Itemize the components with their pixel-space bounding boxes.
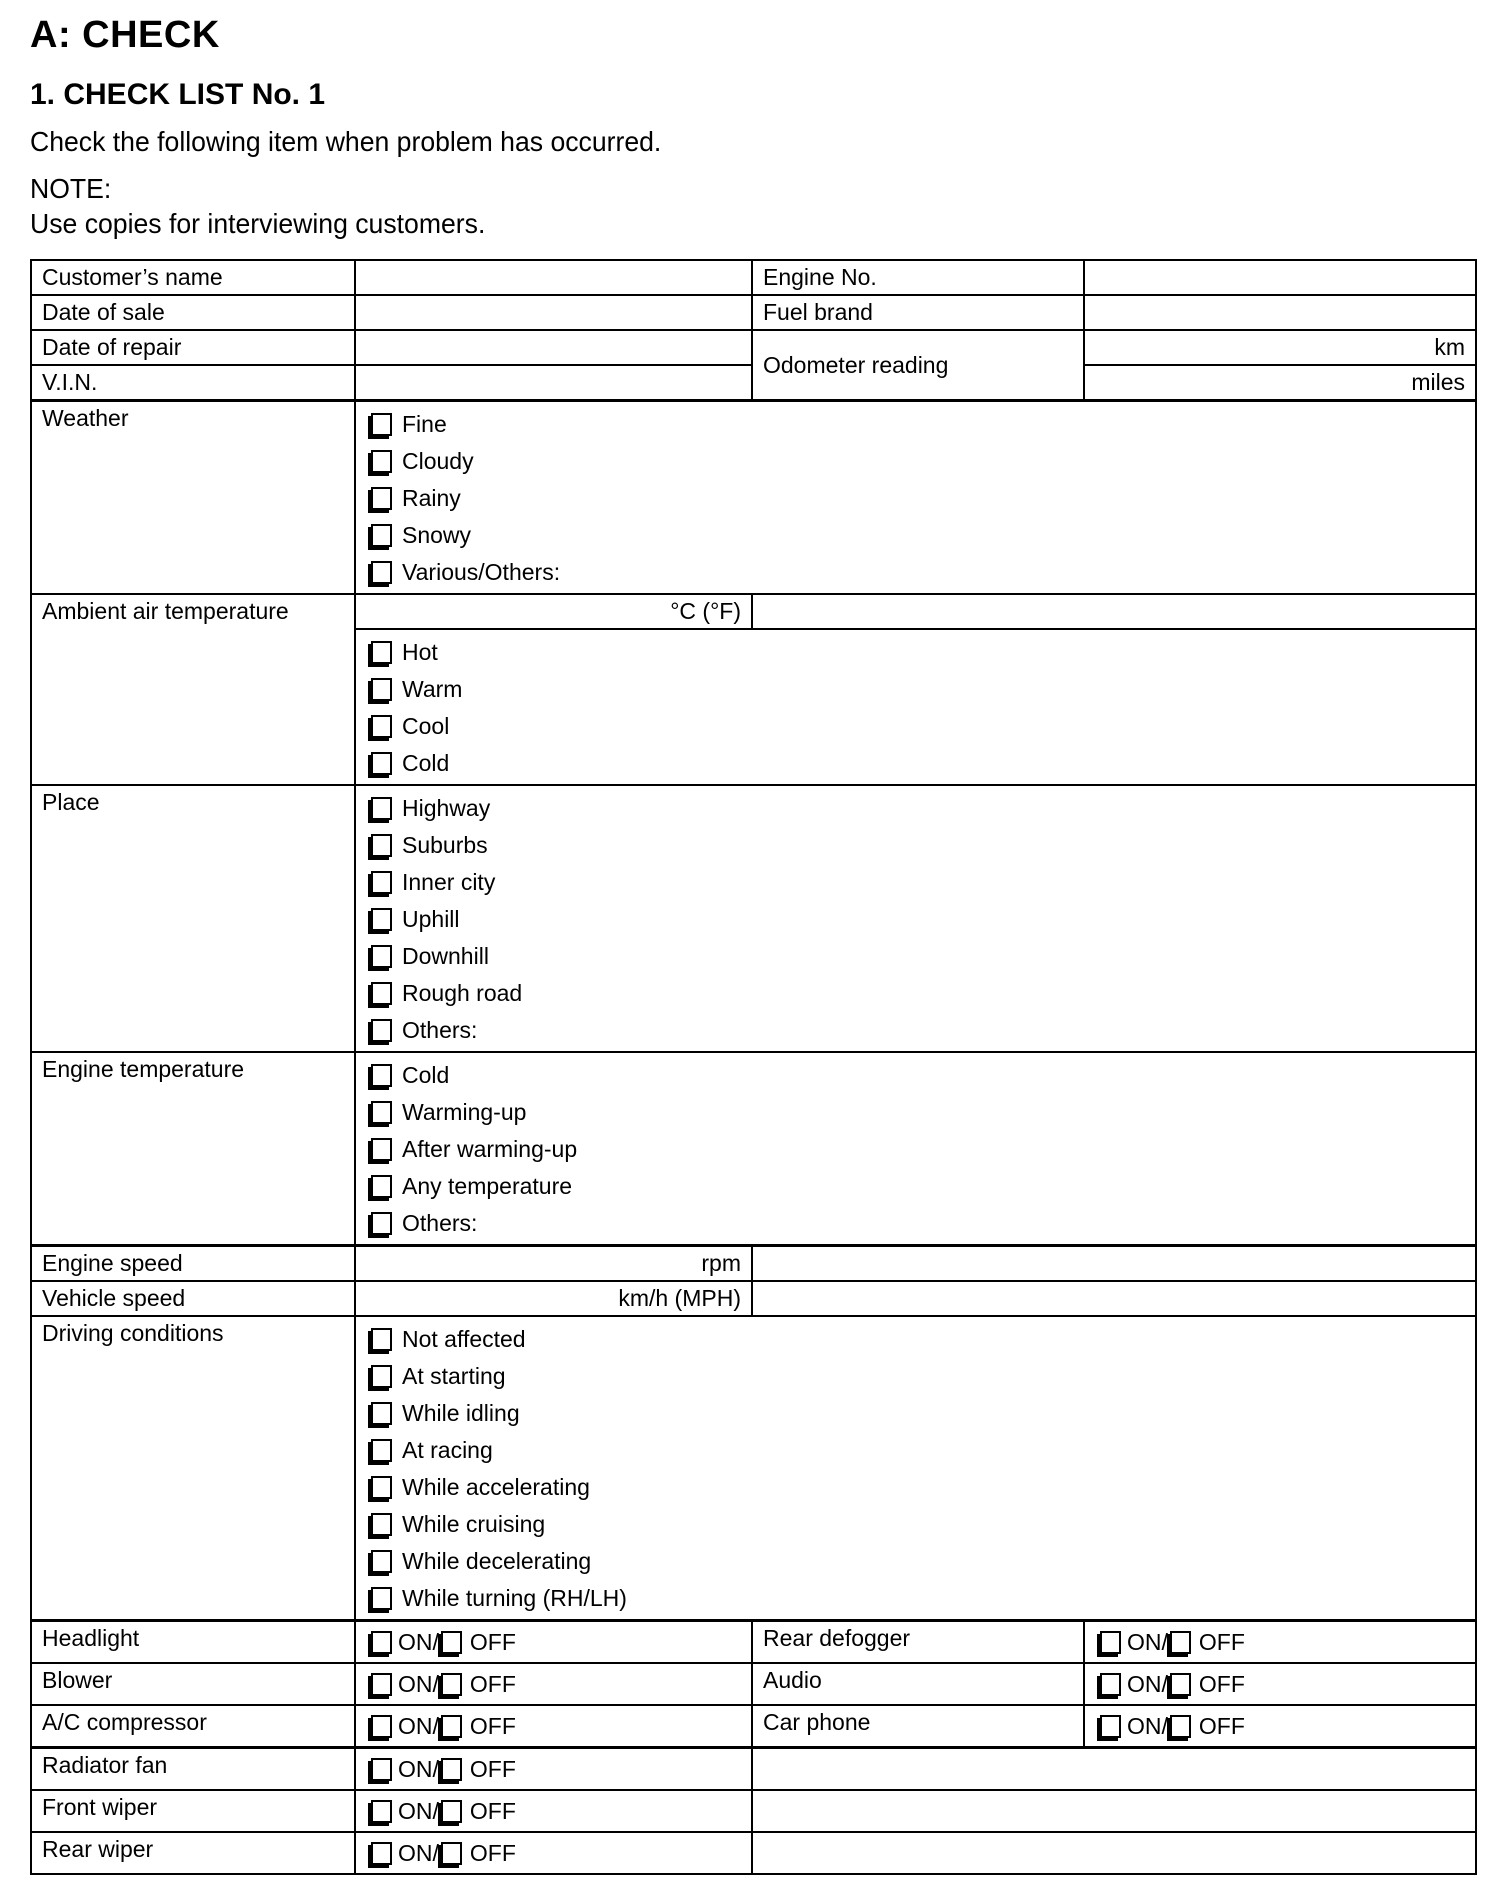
off-label: OFF (469, 1797, 516, 1824)
option-label: Warming-up (402, 1099, 527, 1125)
label-odometer: Odometer reading (752, 330, 1084, 401)
off-checkbox-icon[interactable] (1170, 1631, 1191, 1654)
place-option[interactable] (366, 864, 1465, 901)
option-label: Others: (402, 1210, 478, 1236)
label-weather: Weather (31, 401, 355, 595)
checkbox-icon[interactable] (371, 1064, 392, 1087)
option-label: Snowy (402, 522, 472, 548)
checkbox-icon[interactable] (371, 524, 392, 547)
engine-temp-checkbox-list (366, 1053, 1465, 1244)
checkbox-icon[interactable] (371, 1019, 392, 1042)
label-radiator-fan: Radiator fan (31, 1748, 355, 1791)
label-customer-name: Customer’s name (31, 260, 355, 295)
off-checkbox-icon[interactable] (441, 1715, 462, 1738)
on-label: ON/ (398, 1797, 439, 1824)
checkbox-icon[interactable] (371, 1175, 392, 1198)
engine-speed-field[interactable]: rpm (355, 1246, 752, 1282)
off-label: OFF (469, 1755, 516, 1782)
engine-temp-option[interactable] (366, 1168, 1465, 1205)
option-label: Rough road (402, 980, 523, 1006)
radiator-fan-on-off (355, 1748, 752, 1791)
weather-option[interactable] (366, 480, 1465, 517)
off-checkbox-icon[interactable] (441, 1673, 462, 1696)
checkbox-icon[interactable] (371, 982, 392, 1005)
option-label: While idling (402, 1400, 520, 1426)
vehicle-speed-extra[interactable] (752, 1281, 1476, 1316)
check-list-form (30, 259, 1477, 1875)
place-checkbox-list (366, 786, 1465, 1051)
checkbox-icon[interactable] (371, 413, 392, 436)
headlight-on-off (355, 1621, 752, 1664)
ambient-option[interactable] (366, 634, 1465, 671)
section-heading: A: CHECK (30, 14, 220, 56)
place-option[interactable] (366, 827, 1465, 864)
vehicle-speed-field[interactable]: km/h (MPH) (355, 1281, 752, 1316)
on-checkbox-icon[interactable] (371, 1800, 392, 1823)
weather-option[interactable] (366, 406, 1465, 443)
odometer-miles-field[interactable]: miles (1084, 365, 1476, 401)
engine-temp-option[interactable] (366, 1131, 1465, 1168)
note-text: Use copies for interviewing customers. (30, 208, 486, 239)
option-label: Downhill (402, 943, 489, 969)
weather-option[interactable] (366, 443, 1465, 480)
checkbox-icon[interactable] (371, 450, 392, 473)
on-checkbox-icon[interactable] (371, 1715, 392, 1738)
label-vehicle-speed: Vehicle speed (31, 1281, 355, 1316)
date-of-sale-field[interactable] (355, 295, 752, 330)
driving-options (355, 1316, 1476, 1621)
option-label: While decelerating (402, 1548, 592, 1574)
checkbox-icon[interactable] (371, 487, 392, 510)
weather-checkbox-list (366, 402, 1465, 593)
checkbox-icon[interactable] (371, 752, 392, 775)
option-label: Uphill (402, 906, 460, 932)
engine-temp-option[interactable] (366, 1205, 1465, 1242)
option-label: Various/Others: (402, 559, 561, 585)
driving-option[interactable] (366, 1358, 1465, 1395)
ambient-options (355, 629, 1476, 785)
ambient-option[interactable] (366, 708, 1465, 745)
on-label: ON/ (1127, 1670, 1168, 1697)
label-place: Place (31, 785, 355, 1052)
on-label: ON/ (398, 1755, 439, 1782)
on-checkbox-icon[interactable] (371, 1673, 392, 1696)
on-label: ON/ (1127, 1628, 1168, 1655)
place-option[interactable] (366, 938, 1465, 975)
option-label: At starting (402, 1363, 506, 1389)
off-checkbox-icon[interactable] (1170, 1715, 1191, 1738)
checkbox-icon[interactable] (371, 797, 392, 820)
engine-temp-options (355, 1052, 1476, 1246)
checkbox-icon[interactable] (371, 1402, 392, 1425)
checkbox-icon[interactable] (371, 945, 392, 968)
place-option[interactable] (366, 901, 1465, 938)
option-label: Cloudy (402, 448, 474, 474)
place-options (355, 785, 1476, 1052)
fuel-brand-field[interactable] (1084, 295, 1476, 330)
rear-wiper-extra (752, 1832, 1476, 1874)
on-checkbox-icon[interactable] (1100, 1673, 1121, 1696)
on-checkbox-icon[interactable] (1100, 1715, 1121, 1738)
checkbox-icon[interactable] (371, 561, 392, 584)
ambient-temp-extra[interactable] (752, 594, 1476, 629)
ambient-checkbox-list (366, 630, 1465, 784)
audio-on-off (1084, 1663, 1476, 1705)
note-label: NOTE: (30, 173, 112, 204)
label-engine-temp: Engine temperature (31, 1052, 355, 1246)
engine-speed-extra[interactable] (752, 1246, 1476, 1282)
weather-options (355, 401, 1476, 595)
label-date-of-sale: Date of sale (31, 295, 355, 330)
option-label: At racing (402, 1437, 493, 1463)
option-label: While accelerating (402, 1474, 590, 1500)
checkbox-icon[interactable] (371, 1513, 392, 1536)
option-label: Hot (402, 639, 438, 665)
ac-compressor-on-off (355, 1705, 752, 1748)
on-checkbox-icon[interactable] (1100, 1631, 1121, 1654)
option-label: Warm (402, 676, 463, 702)
car-phone-on-off (1084, 1705, 1476, 1748)
off-label: OFF (1198, 1628, 1245, 1655)
label-ac-compressor: A/C compressor (31, 1705, 355, 1748)
checkbox-icon[interactable] (371, 1212, 392, 1235)
off-label: OFF (469, 1712, 516, 1739)
front-wiper-extra (752, 1790, 1476, 1832)
driving-option[interactable] (366, 1395, 1465, 1432)
off-label: OFF (1198, 1712, 1245, 1739)
off-label: OFF (1198, 1670, 1245, 1697)
option-label: Rainy (402, 485, 461, 511)
driving-option[interactable] (366, 1469, 1465, 1506)
option-label: While cruising (402, 1511, 546, 1537)
ambient-option[interactable] (366, 745, 1465, 782)
driving-option[interactable] (366, 1580, 1465, 1617)
option-label: Cool (402, 713, 450, 739)
label-rear-defogger: Rear defogger (752, 1621, 1084, 1664)
label-front-wiper: Front wiper (31, 1790, 355, 1832)
checkbox-icon[interactable] (371, 1138, 392, 1161)
front-wiper-on-off (355, 1790, 752, 1832)
checkbox-icon[interactable] (371, 1550, 392, 1573)
option-label: Cold (402, 1062, 450, 1088)
engine-temp-option[interactable] (366, 1057, 1465, 1094)
option-label: Others: (402, 1017, 478, 1043)
checkbox-icon[interactable] (371, 641, 392, 664)
driving-option[interactable] (366, 1321, 1465, 1358)
vin-field[interactable] (355, 365, 752, 401)
intro-text: Check the following item when problem has occurred. (30, 126, 662, 157)
checkbox-icon[interactable] (371, 1101, 392, 1124)
label-driving-conditions: Driving conditions (31, 1316, 355, 1621)
label-headlight: Headlight (31, 1621, 355, 1664)
option-label: Cold (402, 750, 450, 776)
on-label: ON/ (398, 1839, 439, 1866)
option-label: Not affected (402, 1326, 526, 1352)
driving-checkbox-list (366, 1317, 1465, 1619)
checkbox-icon[interactable] (371, 908, 392, 931)
blower-on-off (355, 1663, 752, 1705)
label-vin: V.I.N. (31, 365, 355, 401)
on-checkbox-icon[interactable] (371, 1631, 392, 1654)
off-label: OFF (469, 1628, 516, 1655)
on-label: ON/ (398, 1712, 439, 1739)
label-date-of-repair: Date of repair (31, 330, 355, 365)
off-checkbox-icon[interactable] (441, 1800, 462, 1823)
label-engine-speed: Engine speed (31, 1246, 355, 1282)
on-checkbox-icon[interactable] (371, 1842, 392, 1865)
off-label: OFF (469, 1670, 516, 1697)
off-checkbox-icon[interactable] (441, 1842, 462, 1865)
ambient-temp-field[interactable]: °C (°F) (355, 594, 752, 629)
checkbox-icon[interactable] (371, 715, 392, 738)
checkbox-icon[interactable] (371, 1439, 392, 1462)
label-rear-wiper: Rear wiper (31, 1832, 355, 1874)
label-blower: Blower (31, 1663, 355, 1705)
driving-option[interactable] (366, 1506, 1465, 1543)
checkbox-icon[interactable] (371, 678, 392, 701)
label-ambient-temp: Ambient air temperature (31, 594, 355, 785)
driving-option[interactable] (366, 1543, 1465, 1580)
engine-temp-option[interactable] (366, 1094, 1465, 1131)
option-label: After warming-up (402, 1136, 578, 1162)
on-label: ON/ (398, 1628, 439, 1655)
label-audio: Audio (752, 1663, 1084, 1705)
option-label: Any temperature (402, 1173, 573, 1199)
driving-option[interactable] (366, 1432, 1465, 1469)
option-label: Inner city (402, 869, 496, 895)
option-label: Fine (402, 411, 447, 437)
weather-option[interactable] (366, 517, 1465, 554)
checklist-title: 1. CHECK LIST No. 1 (30, 78, 326, 111)
on-label: ON/ (1127, 1712, 1168, 1739)
option-label: While turning (RH/LH) (402, 1585, 627, 1611)
engine-no-field[interactable] (1084, 260, 1476, 295)
option-label: Highway (402, 795, 491, 821)
odometer-km-field[interactable]: km (1084, 330, 1476, 365)
rear-wiper-on-off (355, 1832, 752, 1874)
off-checkbox-icon[interactable] (441, 1758, 462, 1781)
ambient-option[interactable] (366, 671, 1465, 708)
checkbox-icon[interactable] (371, 834, 392, 857)
checkbox-icon[interactable] (371, 1365, 392, 1388)
radiator-fan-extra (752, 1748, 1476, 1791)
weather-option[interactable] (366, 554, 1465, 591)
on-label: ON/ (398, 1670, 439, 1697)
place-option[interactable] (366, 975, 1465, 1012)
date-of-repair-field[interactable] (355, 330, 752, 365)
checkbox-icon[interactable] (371, 871, 392, 894)
checkbox-icon[interactable] (371, 1587, 392, 1610)
label-engine-no: Engine No. (752, 260, 1084, 295)
option-label: Suburbs (402, 832, 488, 858)
off-checkbox-icon[interactable] (441, 1631, 462, 1654)
rear-defogger-on-off (1084, 1621, 1476, 1664)
off-label: OFF (469, 1839, 516, 1866)
off-checkbox-icon[interactable] (1170, 1673, 1191, 1696)
checkbox-icon[interactable] (371, 1328, 392, 1351)
on-checkbox-icon[interactable] (371, 1758, 392, 1781)
place-option[interactable] (366, 790, 1465, 827)
label-fuel-brand: Fuel brand (752, 295, 1084, 330)
place-option[interactable] (366, 1012, 1465, 1049)
label-car-phone: Car phone (752, 1705, 1084, 1748)
checkbox-icon[interactable] (371, 1476, 392, 1499)
customer-name-field[interactable] (355, 260, 752, 295)
